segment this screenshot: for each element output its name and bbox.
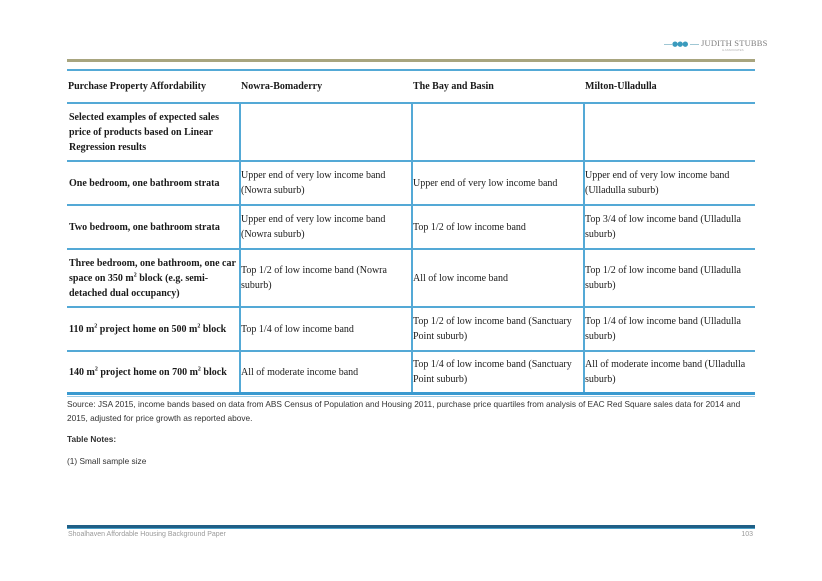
superscript: 2 (133, 272, 137, 279)
superscript: 2 (94, 323, 98, 330)
row-label (68, 250, 238, 306)
table-notes-heading: Table Notes: (67, 434, 117, 444)
column-header-nowra-bomaderry: Nowra-Bomaderry (241, 80, 323, 92)
row-label-part: Three bedroom, one bathroom, one car space on 350 m (69, 257, 236, 284)
cell-bay: Top 1/2 of low income band (Sanctuary Point suburb) (413, 316, 572, 342)
superscript: 2 (197, 323, 201, 330)
footer-document-title: Shoalhaven Affordable Housing Background Paper (68, 531, 226, 538)
row-label-text (69, 256, 238, 301)
column-header-milton-ulladulla: Milton-Ulladulla (585, 80, 657, 92)
row-label-text (69, 322, 226, 337)
cell-milton: Upper end of very low income band (Ulladulla suburb) (585, 170, 730, 196)
cell-nowra: Top 1/2 of low income band (Nowra suburb) (241, 265, 387, 291)
cell-nowra: Upper end of very low income band (Nowra suburb) (241, 214, 386, 240)
header-olive-rule (67, 59, 755, 62)
table-note-1: (1) Small sample size (67, 456, 147, 466)
row-label: Two bedroom, one bathroom strata (69, 221, 220, 233)
superscript: 2 (94, 366, 98, 373)
footer-rule-thin (67, 528, 755, 529)
table-bottom-rule-thin (67, 396, 755, 397)
row-label-part: block (200, 323, 227, 335)
row-label-part: block (200, 366, 227, 378)
row-label: One bedroom, one bathroom strata (69, 177, 220, 189)
row-label (68, 308, 238, 350)
cell-milton: Top 1/2 of low income band (Ulladulla suburb) (585, 265, 741, 291)
row-label-part: project home on 500 m (97, 323, 198, 335)
cell-bay: Upper end of very low income band (413, 177, 558, 189)
row-label (68, 352, 238, 392)
cell-nowra: All of moderate income band (241, 366, 359, 378)
logo-name: JUDITH STUBBS (701, 38, 768, 48)
source-note: Source: JSA 2015, income bands based on data from ABS Census of Population and Housing 2011, purchase price quartiles from analysis of EAC Red Square sales data for 2014 and 2015, adjusted for price growth as reported above. (67, 399, 741, 423)
cell-nowra: Top 1/4 of low income band (241, 323, 354, 335)
page-number: 103 (741, 531, 753, 538)
row-label-text (69, 365, 227, 380)
cell-nowra: Upper end of very low income band (Nowra suburb) (241, 170, 386, 196)
judith-stubbs-logo (664, 37, 768, 53)
row-label-part: project home on 700 m (97, 366, 198, 378)
column-header-bay-and-basin: The Bay and Basin (413, 80, 494, 92)
section-label: Selected examples of expected sales price of products based on Linear Regression results (69, 111, 219, 153)
logo-dots-icon: ●●● (672, 40, 688, 48)
logo-subtitle: & ASSOCIATES (722, 48, 744, 52)
table-bottom-rule (67, 392, 755, 395)
row-label-part: 110 m (69, 323, 95, 335)
column-header-affordability: Purchase Property Affordability (68, 80, 206, 92)
cell-bay: All of low income band (413, 272, 508, 284)
row-label-part: 140 m (69, 366, 95, 378)
cell-bay: Top 1/4 of low income band (Sanctuary Point suburb) (413, 359, 572, 385)
logo-line-left (664, 44, 672, 45)
cell-milton: All of moderate income band (Ulladulla suburb) (585, 359, 746, 385)
cell-milton: Top 3/4 of low income band (Ulladulla suburb) (585, 214, 741, 240)
row-label-part: block (e.g. semi-detached dual occupancy) (69, 272, 209, 299)
cell-bay: Top 1/2 of low income band (413, 221, 526, 233)
cell-milton: Top 1/4 of low income band (Ulladulla suburb) (585, 316, 741, 342)
logo-line-right (690, 44, 699, 45)
superscript: 2 (197, 366, 201, 373)
